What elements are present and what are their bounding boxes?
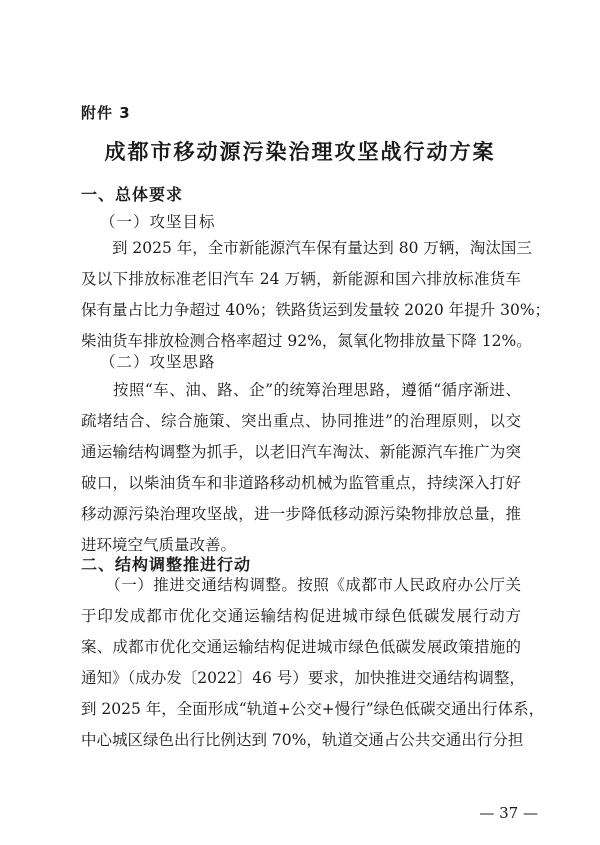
document-title: 成都市移动源污染治理攻坚战行动方案 (104, 139, 496, 164)
section-heading-overall-requirements: 一、总体要求 (81, 185, 184, 204)
attachment-label: 附件 3 (81, 104, 131, 122)
text-line: 到 2025 年，全面形成“轨道+公交+慢行”绿色低碳交通出行体系， (81, 700, 545, 718)
text-line: 进环境空气质量改善。 (81, 536, 237, 554)
text-line: 通运输结构调整为抓手，以老旧汽车淘汰、新能源汽车推广为突 (81, 443, 521, 461)
subsection-heading-approach: （二）攻坚思路 (100, 353, 216, 371)
text-line: 案、成都市优化交通运输结构促进城市绿色低碳发展政策措施的 (81, 638, 521, 656)
text-line: 柴油货车排放检测合格率超过 92%，氮氧化物排放量下降 12%。 (81, 332, 532, 350)
paragraph-approach (81, 375, 521, 561)
text-line: 破口，以柴油货车和非道路移动机械为监管重点，持续深入打好 (81, 474, 521, 492)
text-line: 移动源污染治理攻坚战，进一步降低移动源污染物排放总量，推 (81, 505, 521, 523)
subsection-heading-goals: （一）攻坚目标 (100, 213, 216, 231)
text-line: 保有量占比力争超过 40%；铁路货运到发量较 2020 年提升 30%； (81, 301, 551, 319)
text-line: 按照“车、油、路、企”的统筹治理思路，遵循“循序渐进、 (81, 381, 521, 399)
text-line: 到 2025 年，全市新能源汽车保有量达到 80 万辆，淘汰国三 (81, 239, 532, 257)
text-line: 通知》（成办发〔2022〕46 号）要求，加快推进交通结构调整， (81, 669, 525, 687)
text-line: 中心城区绿色出行比例达到 70%，轨道交通占公共交通出行分担 (81, 731, 524, 749)
page-number: — 37 — (479, 804, 538, 822)
paragraph-goals (81, 233, 551, 357)
text-line: 及以下排放标准老旧汽车 24 万辆，新能源和国六排放标准货车 (81, 270, 521, 288)
text-line: 疏堵结合、综合施策、突出重点、协同推进”的治理原则，以交 (81, 412, 521, 430)
paragraph-transport-structure (81, 570, 545, 756)
section-heading-structural-adjustment: 二、结构调整推进行动 (81, 555, 252, 574)
text-line: 于印发成都市优化交通运输结构促进城市绿色低碳发展行动方 (81, 607, 521, 625)
text-line: （一）推进交通结构调整。按照《成都市人民政府办公厅关 (81, 576, 521, 594)
